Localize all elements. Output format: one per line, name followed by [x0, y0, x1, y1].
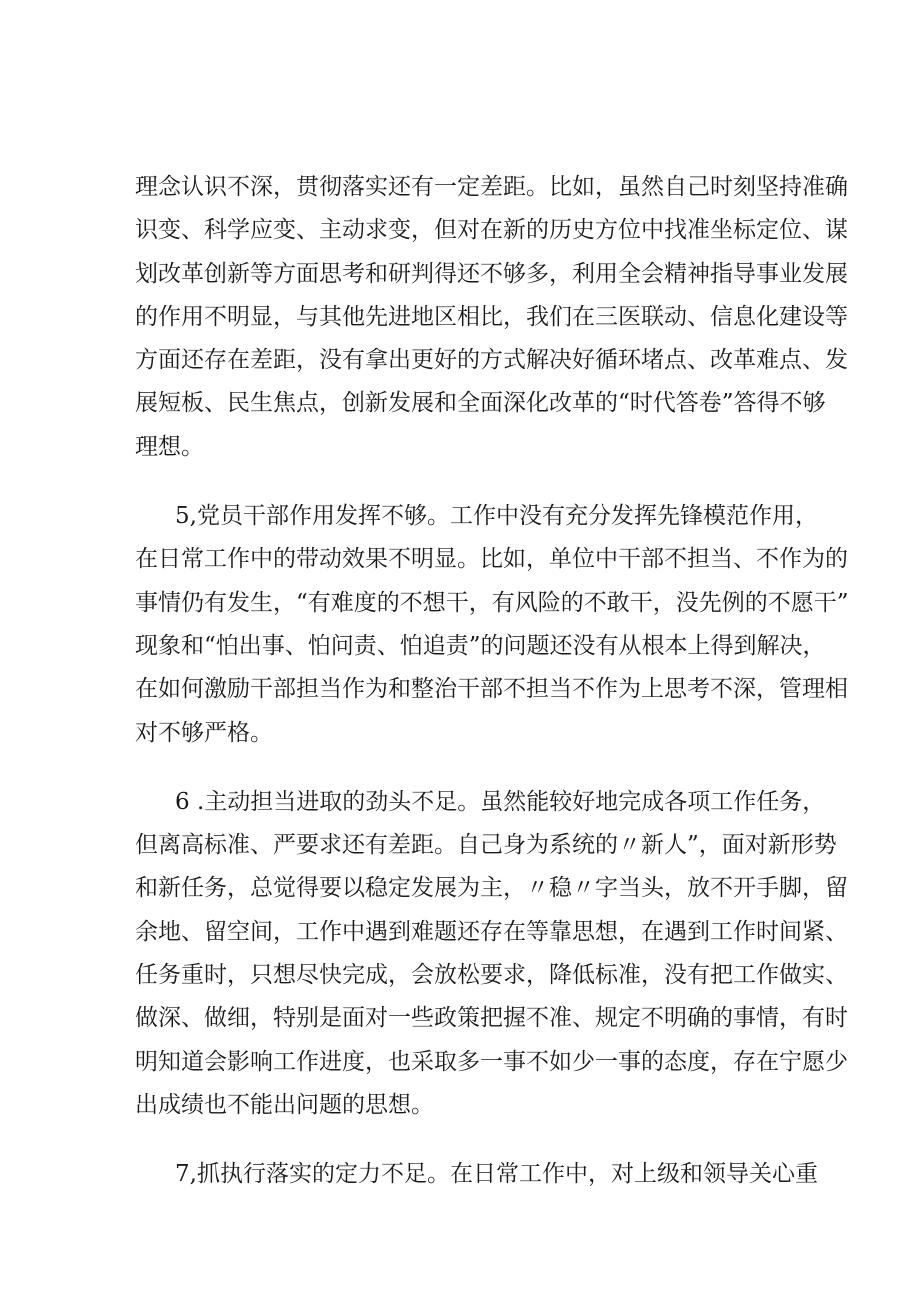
document-body: [135, 166, 849, 1197]
paragraph-gap: [135, 1127, 803, 1153]
paragraph-item-7: [135, 1153, 818, 1196]
text-line: 在日常工作中的带动效果不明显。比如，单位中干部不担当、不作为的: [135, 546, 848, 573]
text-line: 7,抓执行落实的定力不足。在日常工作中，对上级和领导关心重: [175, 1161, 818, 1188]
paragraph-item-5: [135, 495, 849, 755]
text-line: 理念认识不深，贯彻落实还有一定差距。比如，虽然自己时刻坚持准确: [135, 174, 848, 200]
paragraph-gap: [135, 755, 803, 781]
text-line: 5,党员干部作用发挥不够。工作中没有充分发挥先锋模范作用，: [175, 503, 818, 530]
text-line: 识变、科学应变、主动求变，但对在新的历史方位中找准坐标定位、谋: [135, 217, 848, 244]
text-line: 事情仍有发生，“有难度的不想干，有风险的不敢干，没先例的不愿干”: [135, 589, 849, 616]
text-line: 但离高标准、严要求还有差距。自己身为系统的〃新人”，面对新形势: [135, 832, 837, 859]
text-line: 6 .主动担当进取的劲头不足。虽然能较好地完成各项工作任务，: [175, 788, 826, 815]
text-line: 明知道会影响工作进度，也采取多一事不如少一事的态度，存在宁愿少: [135, 1048, 848, 1075]
text-line: 在如何激励干部担当作为和整治干部不担当不作为上思考不深，管理相: [135, 676, 848, 703]
text-line: 方面还存在差距，没有拿出更好的方式解决好循环堵点、改革难点、发: [135, 347, 848, 374]
paragraph-continued: [135, 166, 848, 469]
text-line: 现象和“怕出事、怕问责、怕追责”的问题还没有从根本上得到解决，: [135, 632, 826, 659]
paragraph-item-6: [135, 781, 848, 1127]
text-line: 任务重时，只想尽快完成，会放松要求，降低标准，没有把工作做实、: [135, 962, 848, 989]
text-line: 的作用不明显，与其他先进地区相比，我们在三医联动、信息化建设等: [135, 303, 848, 330]
text-line: 理想。: [135, 433, 204, 460]
text-line: 对不够严格。: [135, 719, 273, 746]
paragraph-gap: [135, 469, 803, 495]
text-line: 余地、留空间，工作中遇到难题还存在等靠思想，在遇到工作时间紧、: [135, 918, 848, 945]
text-line: 展短板、民生焦点，创新发展和全面深化改革的“时代答卷”答得不够: [135, 390, 826, 417]
text-line: 和新任务，总觉得要以稳定发展为主，〃稳〃字当头，放不开手脚，留: [135, 875, 848, 902]
text-line: 做深、做细，特别是面对一些政策把握不准、规定不明确的事情，有时: [135, 1005, 848, 1032]
text-line: 出成绩也不能出问题的思想。: [135, 1091, 434, 1118]
text-line: 划改革创新等方面思考和研判得还不够多，利用全会精神指导事业发展: [135, 260, 848, 287]
